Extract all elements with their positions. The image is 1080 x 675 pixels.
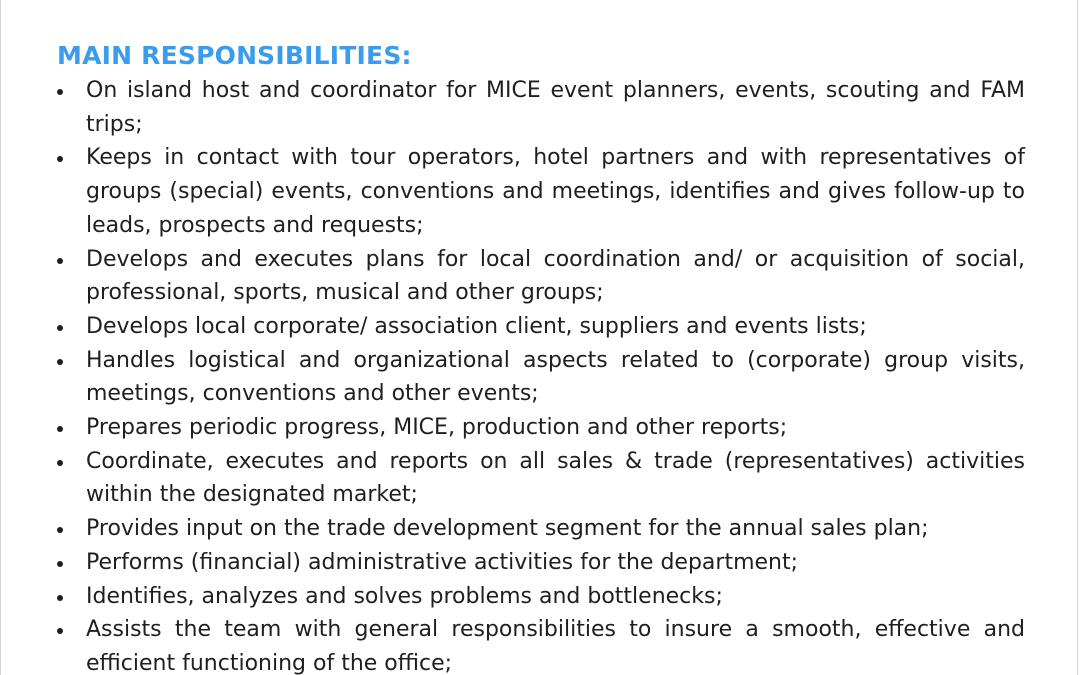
list-item-text: On island host and coordinator for MICE event planners, events, scouting and FAM trips; [86,78,1025,137]
list-item [57,512,1025,546]
list-item-text: Performs (financial) administrative activities for the department; [86,549,799,575]
bullet-icon [57,595,63,601]
bullet-icon [57,359,63,365]
list-item-text: Coordinate, executes and reports on all sales & trade (representatives) activities within the designated market; [86,448,1025,508]
list-item [57,580,1025,614]
list-item-text: Keeps in contact with tour operators, hotel partners and with representatives of groups (special) events, conventions and meetings, identifies and gives follow-up to leads, prospects and requests; [86,145,1025,238]
list-item-text: Assists the team with general responsibilities to insure a smooth, effective and efficient functioning of the office; [86,617,1025,675]
list-item-text: Prepares periodic progress, MICE, production and other reports; [86,415,788,441]
bullet-icon [57,527,63,533]
section-heading: MAIN RESPONSIBILITIES: [57,41,412,70]
bullet-icon [57,426,63,432]
bullet-icon [57,325,63,331]
list-item-text: Develops and executes plans for local coordination and/ or acquisition of social, professional, sports, musical and other groups; [86,246,1025,306]
list-item [57,445,1025,512]
list-item [57,243,1025,310]
responsibilities-list [57,74,1025,675]
list-item [57,310,1025,344]
list-item [57,546,1025,580]
list-item [57,411,1025,445]
responsibilities-section [57,40,1025,675]
bullet-icon [57,156,63,162]
list-item [57,74,1025,141]
bullet-icon [57,258,63,264]
bullet-icon [57,628,63,634]
list-item-text: Develops local corporate/ association client, suppliers and events lists; [86,313,867,339]
list-item-text: Identifies, analyzes and solves problems and bottlenecks; [86,583,723,609]
bullet-icon [57,460,63,466]
bullet-icon [57,89,63,95]
list-item [57,344,1025,411]
bullet-icon [57,561,63,567]
list-item [57,613,1025,675]
list-item-text: Provides input on the trade development segment for the annual sales plan; [86,516,929,542]
list-item [57,141,1025,242]
list-item-text: Handles logistical and organizational aspects related to (corporate) group visits, meetings, conventions and other events; [86,347,1025,407]
